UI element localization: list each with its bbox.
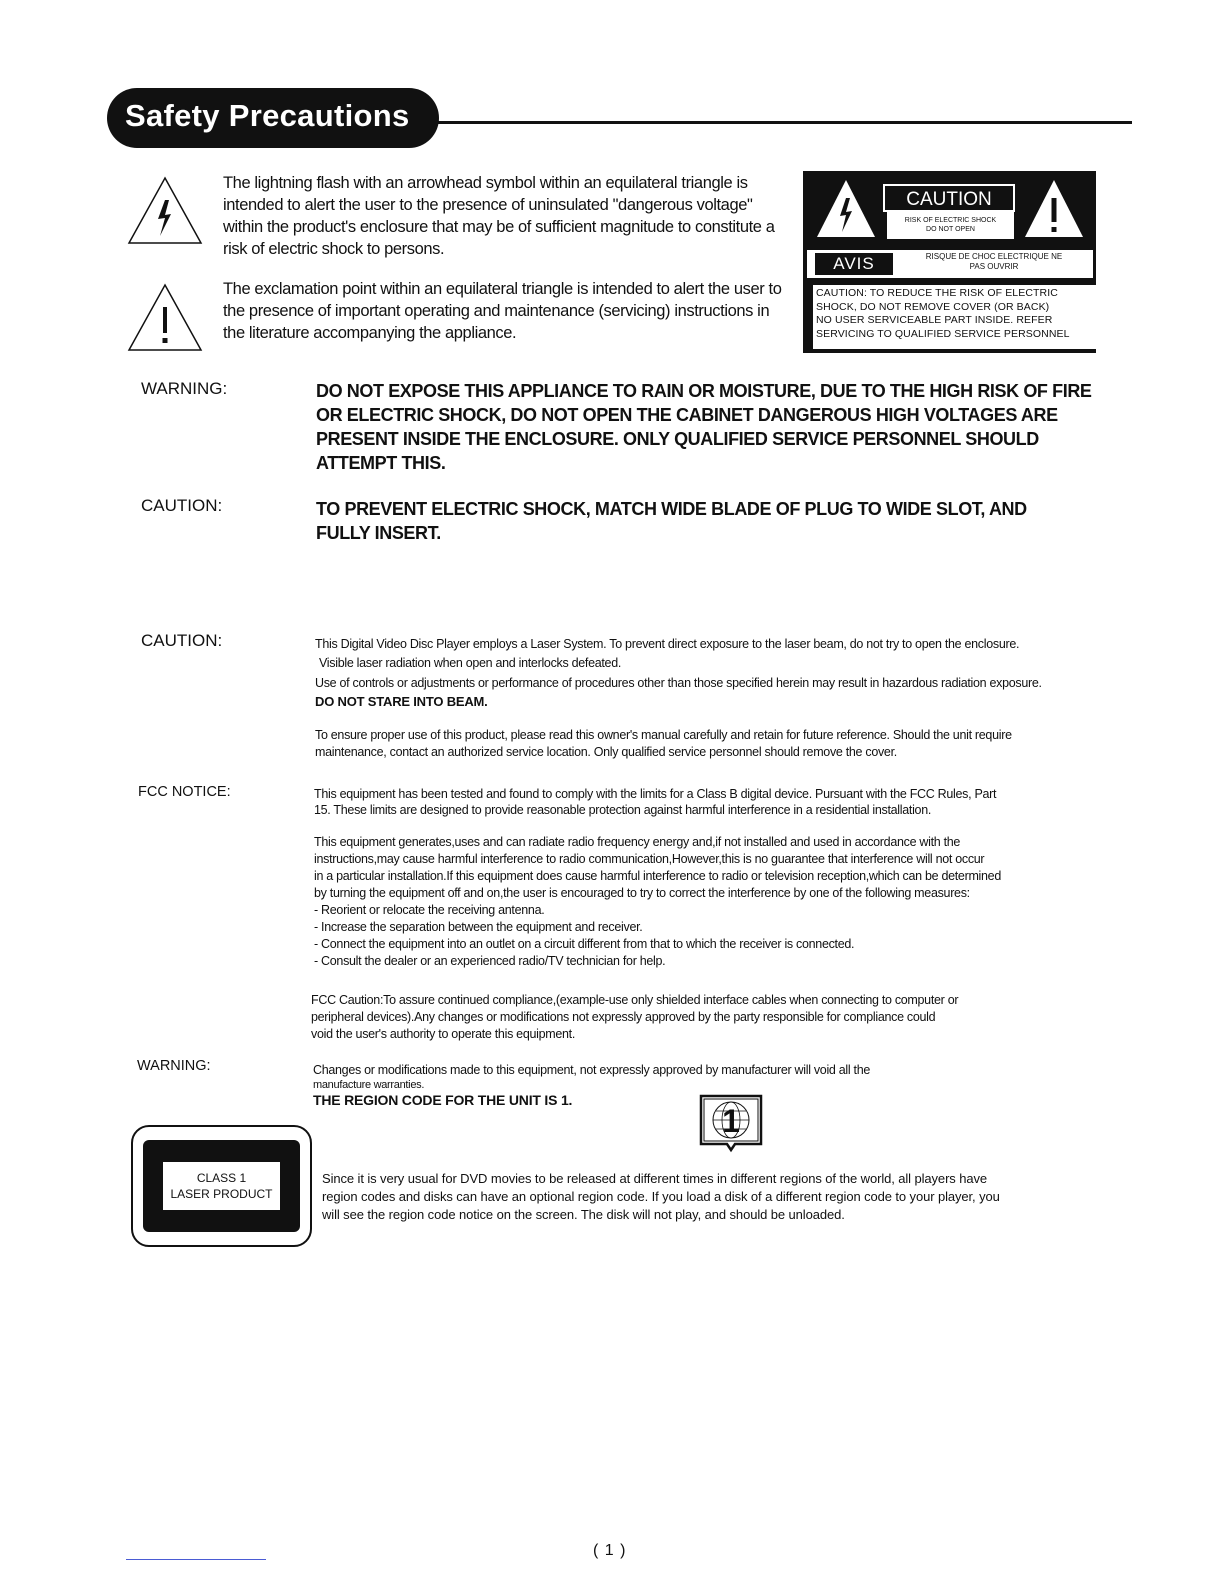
warning-label: WARNING: — [141, 379, 228, 398]
caution-text: TO PREVENT ELECTRIC SHOCK, MATCH WIDE BLADE OF PLUG TO WIDE SLOT, AND FULLY INSERT. — [316, 499, 1027, 543]
avis-text: RISQUE DE CHOC ELECTRIQUE NE PAS OUVRIR — [925, 252, 1063, 271]
caution-label-title: CAUTION — [883, 184, 1015, 212]
region-digit: 1 — [722, 1103, 740, 1139]
laser-badge-label: CLASS 1 LASER PRODUCT — [163, 1162, 280, 1210]
region-notice-text: Since it is very usual for DVD movies to be released at different times in different regions of the world, all players have region codes and disks can have an optional region code. If you load a disk of a different region code to your player, you will see the region code notice on the screen. The disk will not play, and should be unloaded. — [322, 1171, 1000, 1222]
header-rule — [430, 121, 1132, 124]
caution-label: CAUTION: — [141, 496, 223, 515]
laser-caution-label: CAUTION: — [141, 631, 223, 650]
page-title: Safety Precautions — [125, 98, 410, 133]
exclamation-triangle-icon — [127, 283, 203, 353]
exclamation-description: The exclamation point within an equilateral triangle is intended to alert the user to the presence of important operating and maintenance (servicing) instructions in the literature accompanying the appliance. — [223, 280, 782, 342]
fcc-notice-label: FCC NOTICE: — [138, 784, 231, 800]
warning-text: DO NOT EXPOSE THIS APPLIANCE TO RAIN OR MOISTURE, DUE TO THE HIGH RISK OF FIRE OR ELECTRIC SHOCK, DO NOT OPEN THE CABINET DANGEROUS HIGH VOLTAGES ARE PRESENT INSIDE THE ENCLOSURE. ONLY QUALIFIED SERVICE PERSONNEL SHOULD ATTEMPT THIS. — [316, 381, 1092, 473]
caution-label-risk: RISK OF ELECTRIC SHOCK DO NOT OPEN — [887, 212, 1014, 239]
fcc-caution-text: FCC Caution:To assure continued compliance,(example-use only shielded interface cables when connecting to computer or peripheral devices).Any changes or modifications not expressly approved by the party responsible for compliance could void the user's authority to operate this equipment. — [311, 993, 959, 1041]
caution-lightning-icon — [815, 178, 877, 240]
warranty-warning-text: Changes or modifications made to this equipment, not expressly approved by manufacturer will void all the manufacture warranties. THE REGION CODE FOR THE UNIT IS 1. — [313, 1063, 871, 1108]
lightning-triangle-icon — [127, 176, 203, 246]
warranty-warning-label: WARNING: — [137, 1058, 211, 1074]
page-number: ( 1 ) — [593, 1542, 627, 1559]
avis-label: AVIS — [815, 253, 893, 275]
caution-exclamation-icon — [1023, 178, 1085, 240]
region-1-globe-icon — [695, 1092, 767, 1154]
lightning-description: The lightning flash with an arrowhead symbol within an equilateral triangle is intended to alert the user to the presence of uninsulated "dangerous voltage" within the product's enclosure that may be of sufficient magnitude to constitute a risk of electric shock to persons. — [223, 174, 775, 258]
laser-caution-text: This Digital Video Disc Player employs a Laser System. To prevent direct exposure to the laser beam, do not try to open the enclosure. Visible laser radiation when open and interlocks defeated. Use of controls or adjustments or performance of procedures other than those specified herein may result in hazardous radiation exposure. DO NOT STARE INTO BEAM. To ensure proper use of this product, please read this owner's manual carefully and retain for future reference. Should the unit require maintenance, contact an authorized service location. Only qualified service personnel should remove the cover. — [315, 637, 1042, 759]
footer-link-line — [126, 1559, 266, 1560]
caution-label-notice: CAUTION: TO REDUCE THE RISK OF ELECTRIC SHOCK, DO NOT REMOVE COVER (OR BACK) NO USER SERVICEABLE PART INSIDE. REFER SERVICING TO QUALIFIED SERVICE PERSONNEL — [813, 285, 1096, 349]
fcc-notice-text: This equipment has been tested and found to comply with the limits for a Class B digital device. Pursuant with the FCC Rules, Part 15. These limits are designed to provide reasonable protection against harmful interference in a residential installation. This equipment generates,uses and can radiate radio frequency energy and,if not installed and used in accordance with the instructions,may cause harmful interference to radio communication,However,this is no guarantee that interference will not occur in a particular installation.If this equipment does cause harmful interference to radio or television reception,which can be determined by turning the equipment off and on,the user is encouraged to try to correct the interference by one of the following measures: - Reorient or relocate the receiving antenna. - Increase the separation between the equipment and receiver. - Connect the equipment into an outlet on a circuit different from that to which the receiver is connected. - Consult the dealer or an experienced radio/TV technician for help. — [314, 787, 1001, 968]
